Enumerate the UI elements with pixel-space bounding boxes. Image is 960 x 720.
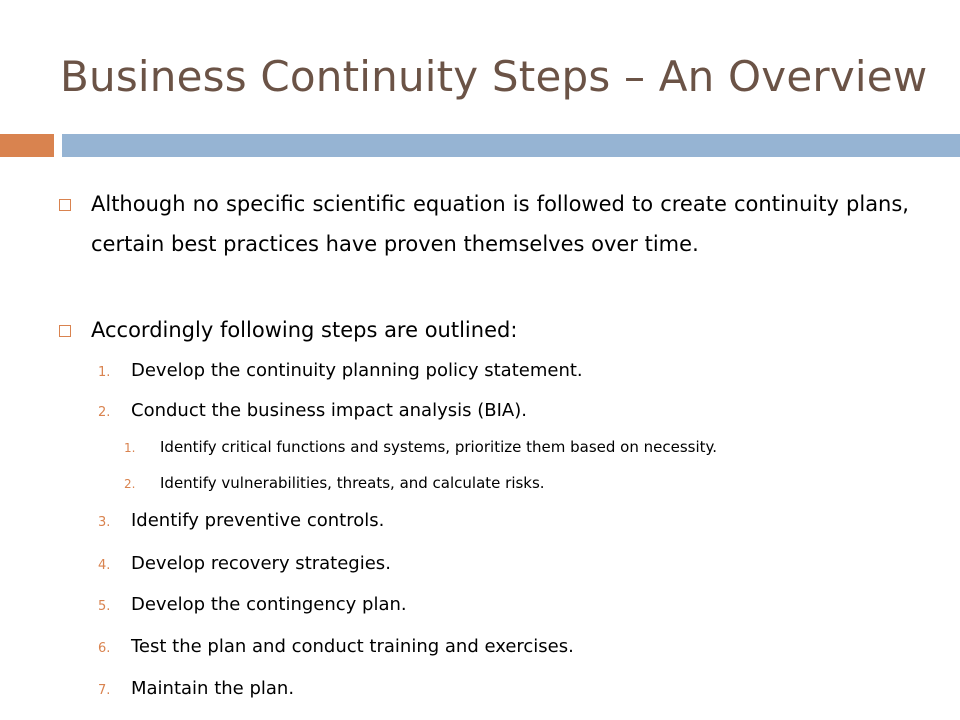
bullet-text: Although no specific scientific equation is followed to create continuity plans, certain best practices have proven themselves over time. (91, 192, 909, 256)
substep-text: Identify critical functions and systems, prioritize them based on necessity. (160, 438, 717, 456)
step-text: Develop the contingency plan. (131, 594, 407, 615)
step-number: 3. (98, 515, 111, 530)
step-number: 4. (98, 558, 111, 573)
substep-number: 1. (124, 441, 136, 455)
step-text: Maintain the plan. (131, 678, 295, 699)
step-item (98, 510, 384, 531)
substep-number: 2. (124, 477, 136, 491)
step-number: 2. (98, 405, 111, 420)
step-item (98, 553, 391, 574)
substep-item (124, 438, 717, 456)
square-bullet-icon (59, 199, 71, 211)
step-item (98, 678, 294, 699)
bullet-item (59, 316, 517, 350)
step-item (98, 594, 407, 615)
step-text: Develop recovery strategies. (131, 553, 391, 574)
bullet-text: Accordingly following steps are outlined: (91, 318, 518, 342)
step-number: 7. (98, 683, 111, 698)
step-item (98, 636, 574, 657)
step-number: 6. (98, 641, 111, 656)
step-number: 5. (98, 599, 111, 614)
accent-bar-blue (62, 134, 960, 157)
step-text: Conduct the business impact analysis (BIA). (131, 400, 527, 421)
step-text: Identify preventive controls. (131, 510, 385, 531)
square-bullet-icon (59, 325, 71, 337)
step-number: 1. (98, 365, 111, 380)
slide-title: Business Continuity Steps – An Overview (60, 52, 928, 101)
step-text: Develop the continuity planning policy statement. (131, 360, 583, 381)
step-item (98, 400, 527, 421)
accent-bar-orange (0, 134, 54, 157)
bullet-item (59, 190, 909, 264)
substep-text: Identify vulnerabilities, threats, and calculate risks. (160, 474, 545, 492)
substep-item (124, 474, 545, 492)
step-text: Test the plan and conduct training and exercises. (131, 636, 574, 657)
step-item (98, 360, 583, 381)
